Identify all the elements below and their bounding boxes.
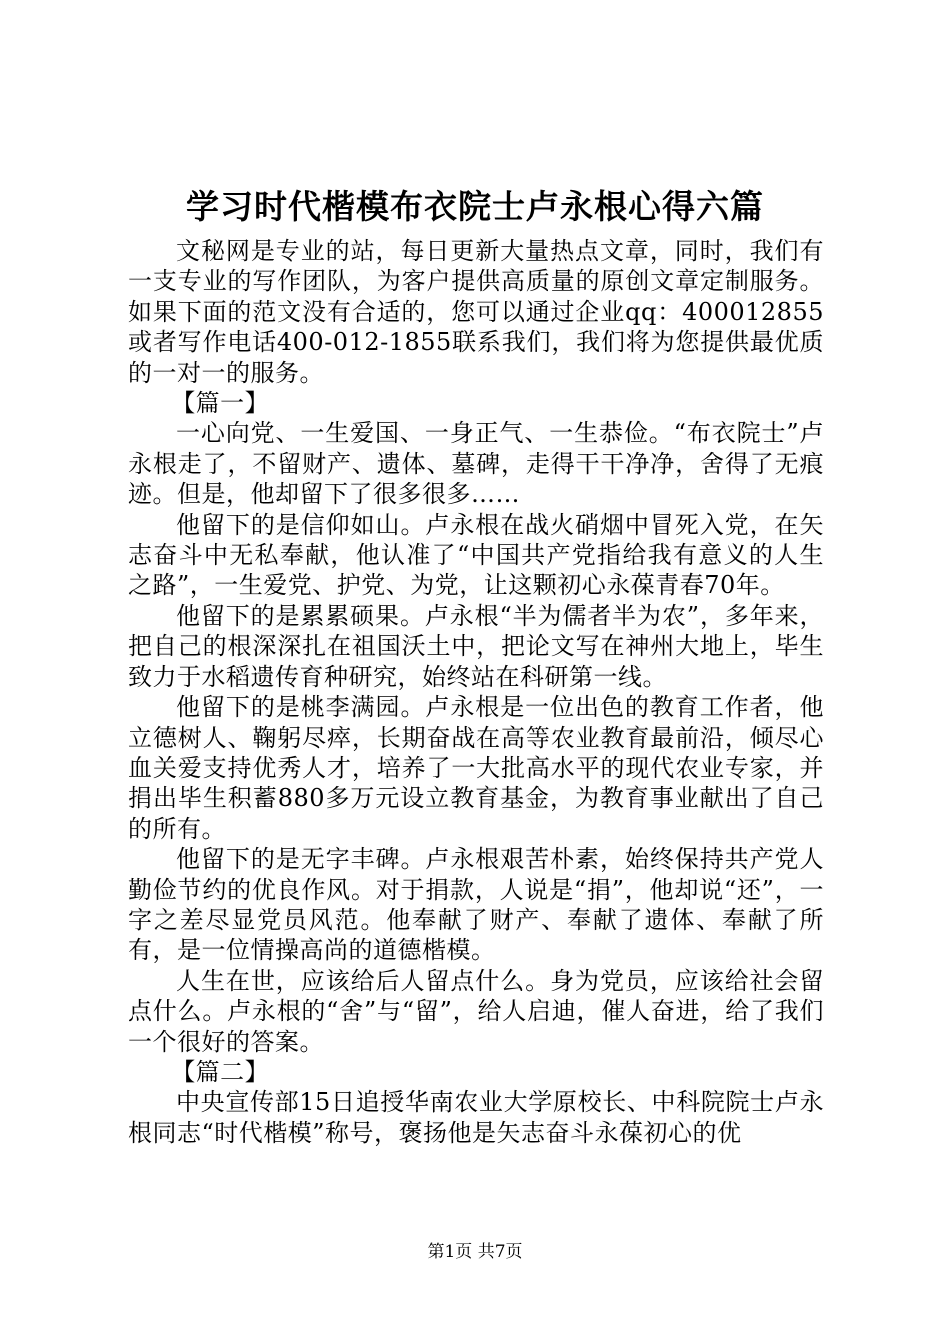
document-title: 学习时代楷模布衣院士卢永根心得六篇 <box>186 187 764 226</box>
section-2-paragraph: 中央宣传部15日追授华南农业大学原校长、中科院院士卢永根同志“时代楷模”称号，褒扬他是矢志奋斗永葆初心的优 <box>128 1088 824 1147</box>
section-1-paragraph: 他留下的是累累硕果。卢永根“半为儒者半为农”，多年来，把自己的根深深扎在祖国沃土中，把论文写在神州大地上，毕生致力于水稻遗传育种研究，始终站在科研第一线。 <box>128 601 824 691</box>
page-footer: 第1页 共7页 <box>427 1242 523 1262</box>
section-1-paragraph: 人生在世，应该给后人留点什么。身为党员，应该给社会留点什么。卢永根的“舍”与“留”，给人启迪，催人奋进，给了我们一个很好的答案。 <box>128 966 824 1056</box>
section-2-label: 【篇二】 <box>171 1057 270 1086</box>
section-1-paragraph: 他留下的是信仰如山。卢永根在战火硝烟中冒死入党，在矢志奋斗中无私奉献，他认准了“中国共产党指给我有意义的人生之路”，一生爱党、护党、为党，让这颗初心永葆青春70年。 <box>128 510 824 600</box>
section-1-paragraph: 他留下的是无字丰碑。卢永根艰苦朴素，始终保持共产党人勤俭节约的优良作风。对于捐款，人说是“捐”，他却说“还”，一字之差尽显党员风范。他奉献了财产、奉献了遗体、奉献了所有，是一位情操高尚的道德楷模。 <box>128 845 824 965</box>
section-1-label: 【篇一】 <box>171 389 270 418</box>
intro-paragraph: 文秘网是专业的站，每日更新大量热点文章，同时，我们有一支专业的写作团队，为客户提供高质量的原创文章定制服务。如果下面的范文没有合适的，您可以通过企业qq：400012855或者写作电话400-012-1855联系我们，我们将为您提供最优质的一对一的服务。 <box>128 237 824 387</box>
section-1-paragraph: 一心向党、一生爱国、一身正气、一生恭俭。“布衣院士”卢永根走了，不留财产、遗体、墓碑，走得干干净净，舍得了无痕迹。但是，他却留下了很多很多…… <box>128 419 824 509</box>
document-body <box>128 236 824 1148</box>
section-1-paragraph: 他留下的是桃李满园。卢永根是一位出色的教育工作者，他立德树人、鞠躬尽瘁，长期奋战在高等农业教育最前沿，倾尽心血关爱支持优秀人才，培养了一大批高水平的现代农业专家，并捐出毕生积蓄880多万元设立教育基金，为教育事业献出了自己的所有。 <box>128 693 824 843</box>
